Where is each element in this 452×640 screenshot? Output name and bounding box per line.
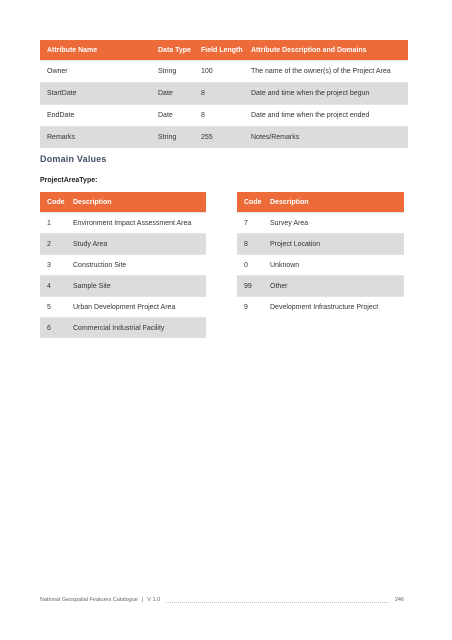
header-description: Description	[66, 192, 206, 213]
attribute-table	[40, 40, 408, 148]
table-row	[40, 255, 206, 276]
page-number: 246	[394, 597, 404, 603]
table-row	[237, 234, 404, 255]
header-description: Description	[263, 192, 404, 213]
table-row	[40, 83, 408, 105]
table-row	[40, 105, 408, 127]
cell-code: 4	[40, 276, 66, 297]
cell-code: 6	[40, 318, 66, 339]
cell-description: Commercial Industrial Facility	[66, 318, 206, 339]
cell-description: Unknown	[263, 255, 404, 276]
cell-data-type: Date	[151, 83, 194, 105]
cell-code: 3	[40, 255, 66, 276]
cell-code: 7	[237, 213, 263, 234]
footer-dotted-leader	[166, 598, 389, 603]
domain-table-right	[237, 192, 404, 317]
cell-code: 2	[40, 234, 66, 255]
cell-code: 8	[237, 234, 263, 255]
cell-field-length: 100	[194, 61, 244, 83]
cell-description: Urban Development Project Area	[66, 297, 206, 318]
cell-code: 99	[237, 276, 263, 297]
header-attribute-name: Attribute Name	[40, 40, 151, 61]
cell-field-length: 8	[194, 83, 244, 105]
cell-description: Sample Site	[66, 276, 206, 297]
cell-description: Date and time when the project begun	[244, 83, 408, 105]
cell-field-length: 8	[194, 105, 244, 127]
table-row	[40, 234, 206, 255]
table-row	[237, 276, 404, 297]
table-row	[237, 297, 404, 318]
cell-description: Project Location	[263, 234, 404, 255]
table-row	[40, 61, 408, 83]
cell-description: Environment Impact Assessment Area	[66, 213, 206, 234]
header-code: Code	[40, 192, 66, 213]
cell-code: 0	[237, 255, 263, 276]
table-row	[237, 213, 404, 234]
header-data-type: Data Type	[151, 40, 194, 61]
cell-description: Other	[263, 276, 404, 297]
table-row	[40, 297, 206, 318]
footer-separator: |	[141, 597, 144, 603]
table-row	[40, 127, 408, 149]
domain-values-heading: Domain Values	[40, 154, 107, 164]
cell-attribute-name: Owner	[40, 61, 151, 83]
header-description: Attribute Description and Domains	[244, 40, 408, 61]
domain-table-header	[40, 192, 206, 213]
project-area-type-label: ProjectAreaType:	[40, 177, 98, 184]
attribute-table-header	[40, 40, 408, 61]
table-row	[40, 213, 206, 234]
cell-data-type: Date	[151, 105, 194, 127]
cell-attribute-name: EndDate	[40, 105, 151, 127]
cell-attribute-name: StartDate	[40, 83, 151, 105]
cell-attribute-name: Remarks	[40, 127, 151, 149]
domain-table-left	[40, 192, 206, 338]
cell-description: Date and time when the project ended	[244, 105, 408, 127]
page-footer	[40, 597, 404, 603]
cell-description: The name of the owner(s) of the Project Area	[244, 61, 408, 83]
domain-table-header	[237, 192, 404, 213]
table-row	[237, 255, 404, 276]
cell-code: 1	[40, 213, 66, 234]
table-row	[40, 318, 206, 339]
cell-description: Notes/Remarks	[244, 127, 408, 149]
header-code: Code	[237, 192, 263, 213]
table-row	[40, 276, 206, 297]
footer-version: V 1.0	[147, 597, 161, 603]
cell-code: 9	[237, 297, 263, 318]
cell-description: Construction Site	[66, 255, 206, 276]
cell-description: Study Area	[66, 234, 206, 255]
cell-data-type: String	[151, 127, 194, 149]
cell-code: 5	[40, 297, 66, 318]
footer-title: National Geospatial Features Catalogue	[40, 597, 138, 603]
cell-description: Development Infrastructure Project	[263, 297, 404, 318]
cell-description: Survey Area	[263, 213, 404, 234]
cell-field-length: 255	[194, 127, 244, 149]
cell-data-type: String	[151, 61, 194, 83]
header-field-length: Field Length	[194, 40, 244, 61]
